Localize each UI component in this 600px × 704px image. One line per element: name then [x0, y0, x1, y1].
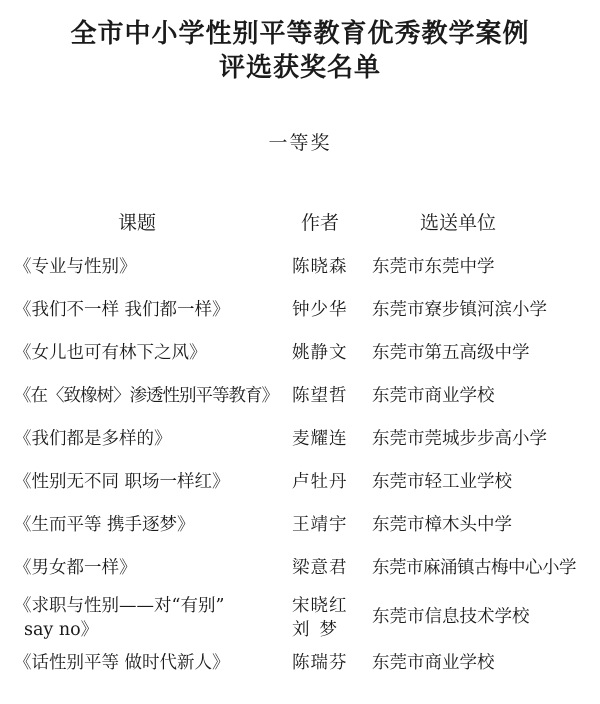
topic-cell: 《专业与性别》	[14, 257, 137, 277]
table-row	[0, 385, 600, 425]
topic-cell: 《女儿也可有林下之风》	[14, 343, 207, 363]
author-cell: 卢牡丹	[292, 472, 348, 492]
column-header-topic: 课题	[118, 212, 157, 234]
topic-cell: 《我们都是多样的》	[14, 429, 172, 449]
unit-cell: 东莞市麻涌镇古梅中心小学	[372, 558, 576, 578]
author-cell: 王靖宇	[292, 515, 348, 535]
unit-cell: 东莞市莞城步步高小学	[372, 429, 547, 449]
award-level-heading: 一等奖	[268, 132, 332, 154]
author-cell	[292, 594, 367, 642]
topic-cell: 《男女都一样》	[14, 558, 137, 578]
unit-cell: 东莞市商业学校	[372, 653, 495, 673]
topic-line-2: say no》	[24, 620, 99, 640]
unit-cell: 东莞市第五高级中学	[372, 343, 530, 363]
topic-cell: 《在〈致橡树〉渗透性别平等教育》	[14, 386, 278, 406]
author-cell: 陈望哲	[292, 386, 348, 406]
table-row	[0, 342, 600, 382]
author-cell: 姚静文	[292, 343, 348, 363]
unit-cell: 东莞市东莞中学	[372, 257, 495, 277]
unit-cell: 东莞市信息技术学校	[372, 607, 530, 627]
author-line-2: 刘梦	[292, 620, 347, 640]
document-title-line-2: 评选获奖名单	[218, 53, 381, 83]
table-row	[0, 471, 600, 511]
topic-cell: 《生而平等 携手逐梦》	[14, 515, 195, 535]
table-row	[0, 652, 600, 692]
author-line-1: 宋晓红	[292, 596, 348, 616]
author-cell: 麦耀连	[292, 429, 348, 449]
column-header-unit: 选送单位	[420, 212, 497, 234]
table-row	[0, 594, 600, 646]
author-cell: 梁意君	[292, 558, 348, 578]
unit-cell: 东莞市轻工业学校	[372, 472, 512, 492]
topic-cell	[14, 594, 289, 642]
document-title-line-1: 全市中小学性别平等教育优秀教学案例	[70, 19, 530, 49]
author-cell: 钟少华	[292, 300, 348, 320]
unit-cell: 东莞市商业学校	[372, 386, 495, 406]
topic-line-1: 《求职与性别——对“有别”	[14, 596, 225, 616]
column-header-author: 作者	[301, 212, 340, 234]
table-row	[0, 428, 600, 468]
author-cell: 陈瑞芬	[292, 653, 348, 673]
author-cell: 陈晓森	[292, 257, 348, 277]
topic-cell: 《性别无不同 职场一样红》	[14, 472, 230, 492]
table-row	[0, 299, 600, 339]
topic-cell: 《我们不一样 我们都一样》	[14, 300, 230, 320]
unit-cell: 东莞市樟木头中学	[372, 515, 512, 535]
table-row	[0, 256, 600, 296]
table-row	[0, 514, 600, 554]
table-row	[0, 557, 600, 597]
topic-cell: 《话性别平等 做时代新人》	[14, 653, 230, 673]
unit-cell: 东莞市寮步镇河滨小学	[372, 300, 547, 320]
